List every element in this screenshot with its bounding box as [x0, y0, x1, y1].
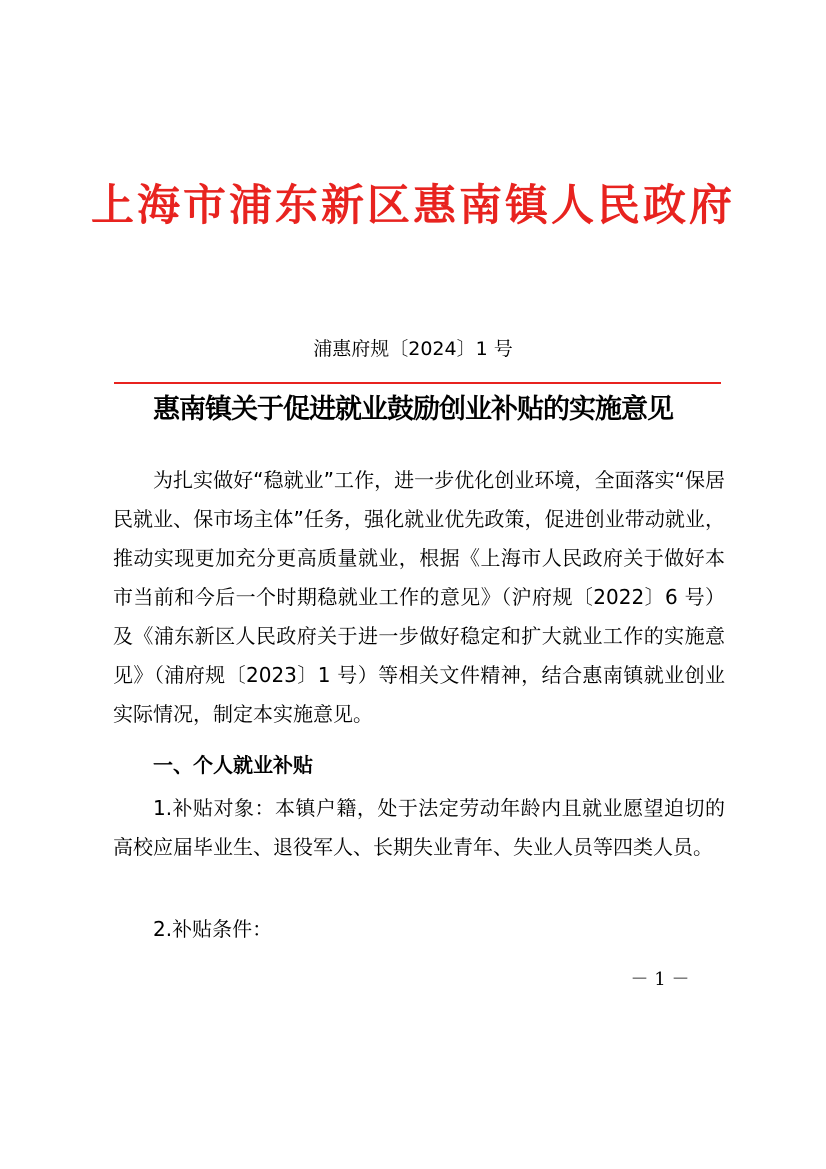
intro-paragraph: 为扎实做好“稳就业”工作，进一步优化创业环境，全面落实“保居民就业、保市场主体”任务，强化就业优先政策，促进创业带动就业，推动实现更加充分更高质量就业，根据《上海市人民政府关于做好本市当前和今后一个时期稳就业工作的意见》（沪府规〔2022〕6 号）及《浦东新区人民政府关于进一步做好稳定和扩大就业工作的实施意见》（浦府规〔2023〕1 号）等相关文件精神，结合惠南镇就业创业实际情况，制定本实施意见。 [113, 468, 725, 726]
red-divider-line [114, 382, 721, 384]
page-number: － 1 － [630, 969, 690, 990]
document-number: 浦惠府规〔2024〕1 号 [313, 338, 513, 360]
document-title: 惠南镇关于促进就业鼓励创业补贴的实施意见 [153, 394, 673, 425]
document-header-title: 上海市浦东新区惠南镇人民政府 [91, 181, 735, 231]
section-heading: 一、个人就业补贴 [153, 753, 313, 777]
subsidy-target-paragraph: 1.补贴对象：本镇户籍，处于法定劳动年龄内且就业愿望迫切的高校应届毕业生、退役军人、长期失业青年、失业人员等四类人员。 [113, 796, 725, 859]
subsidy-conditions-paragraph: 2.补贴条件： [153, 917, 273, 941]
